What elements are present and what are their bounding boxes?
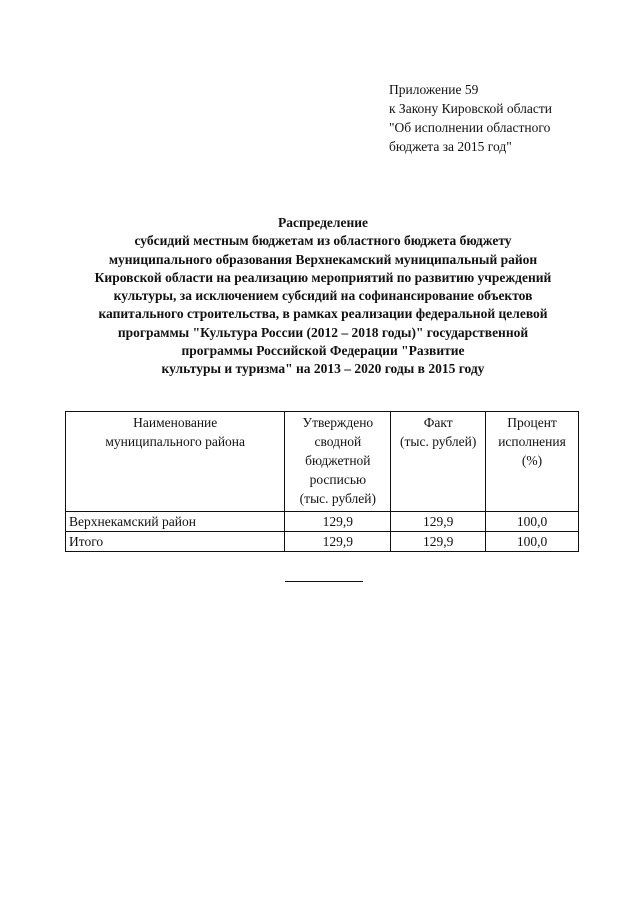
cell-fact: 129,9 [391, 512, 486, 532]
header-text: муниципального района [105, 434, 246, 449]
appendix-line: бюджета за 2015 год" [389, 139, 512, 154]
table-total-row [66, 532, 579, 552]
title-line: культуры и туризма" на 2013 – 2020 годы в 2015 году [161, 361, 485, 377]
document-title [40, 214, 606, 379]
title-line: муниципального образования Верхнекамский муниципальный район [108, 251, 538, 267]
header-text: (%) [521, 453, 543, 468]
appendix-line: "Об исполнении областного [389, 120, 551, 135]
title-line: капитального строительства, в рамках реализации федеральной целевой [98, 306, 548, 322]
header-text: бюджетной [305, 453, 371, 468]
header-text: (тыс. рублей) [299, 491, 377, 506]
header-text: сводной [314, 434, 362, 449]
header-text: исполнения [498, 434, 566, 449]
header-approved [285, 412, 391, 512]
title-line: программы "Культура России (2012 – 2018 годы)" государственной [117, 324, 529, 340]
title-line: Кировской области на реализацию мероприятий по развитию учреждений [94, 269, 552, 285]
table-row [66, 512, 579, 532]
closing-rule [285, 581, 363, 582]
header-percent [486, 412, 579, 512]
cell-percent: 100,0 [486, 532, 579, 552]
header-municipal-district [66, 412, 285, 512]
title-line: Распределение [277, 215, 369, 230]
title-line: программы Российской Федерации "Развитие [181, 343, 465, 359]
header-text: Процент [507, 415, 557, 430]
header-text: (тыс. рублей) [400, 434, 477, 449]
header-text: Утверждено [302, 415, 374, 430]
cell-approved: 129,9 [285, 532, 391, 552]
subsidy-table [65, 411, 579, 552]
header-text: Наименование [133, 415, 218, 430]
header-text: росписью [309, 472, 367, 487]
header-fact [391, 412, 486, 512]
appendix-line: Приложение 59 [389, 82, 479, 97]
cell-approved: 129,9 [285, 512, 391, 532]
cell-total-label: Итого [66, 532, 285, 552]
title-line: субсидий местным бюджетам из областного бюджета бюджету [134, 233, 512, 249]
cell-percent: 100,0 [486, 512, 579, 532]
header-text: Факт [423, 415, 453, 430]
table-header-row [66, 412, 579, 512]
appendix-line: к Закону Кировской области [389, 101, 553, 116]
cell-fact: 129,9 [391, 532, 486, 552]
title-line: культуры, за исключением субсидий на софинансирование объектов [113, 288, 533, 304]
cell-district-name: Верхнекамский район [66, 512, 285, 532]
appendix-note [389, 80, 552, 156]
